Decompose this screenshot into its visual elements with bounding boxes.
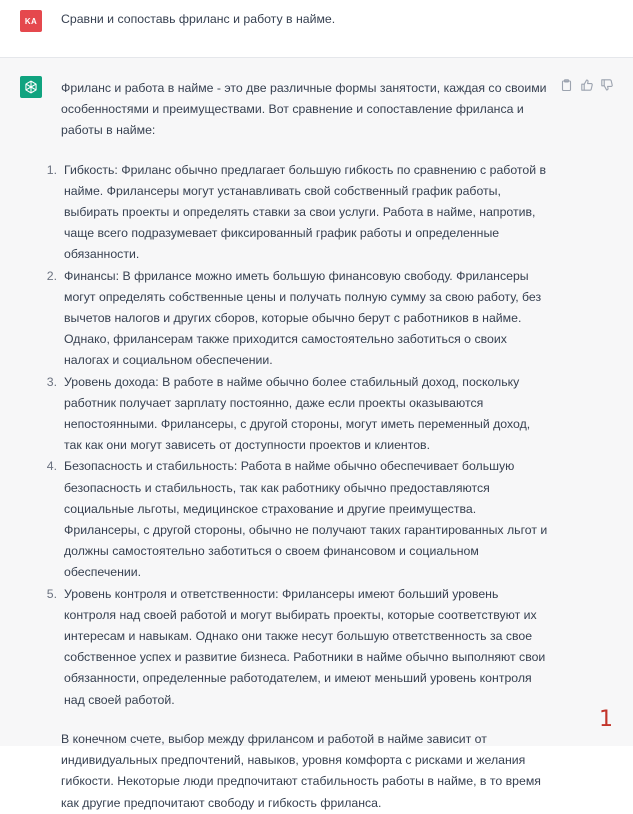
list-item — [46, 456, 551, 583]
list-item-text: Гибкость: Фриланс обычно предлагает большую гибкость по сравнению с работой в найме. Фрилансеры могут устанавливать свой собственный график работы, выбирать проекты и определять ставки за свои услуги. Работа в найме, напротив, чаще всего подразумевает фиксированный график работы и определенные обязанности. — [64, 162, 547, 262]
page-number: 1 — [599, 707, 613, 732]
list-item — [46, 584, 551, 711]
user-message-text: Сравни и сопоставь фриланс и работу в найме. — [61, 12, 336, 26]
conclusion-paragraph: В конечном счете, выбор между фрилансом и работой в найме зависит от индивидуальных предпочтений, навыков, уровня комфорта с рисками и желания гибкости. Некоторые люди предпочитают стабильность работы в найме, в то время как другие предпочитают свободу и гибкость фриланса. — [61, 731, 541, 810]
list-item — [46, 372, 551, 457]
chatgpt-logo-icon — [20, 76, 42, 98]
assistant-message-row — [0, 58, 633, 810]
message-actions — [560, 78, 613, 91]
list-item — [46, 160, 551, 266]
list-item — [46, 266, 551, 372]
list-item-text: Уровень контроля и ответственности: Фрилансеры имеют больший уровень контроля над своей работой и могут выбирать проекты, которые соответствуют их интересам и навыкам. Однако они также несут большую ответственность за свое собственное успех и развитие бизнеса. Работники в найме обычно выполняют свои обязанности, определенные работодателем, и имеют меньший уровень контроля над своей работой. — [64, 586, 546, 707]
comparison-list — [46, 160, 551, 711]
clipboard-icon[interactable] — [560, 78, 573, 91]
user-avatar: KA — [20, 10, 42, 32]
list-item-text: Безопасность и стабильность: Работа в найме обычно обеспечивает большую безопасность и стабильность, так как работнику обычно предоставляются социальные льготы, медицинское страхование и другие преимущества. Фрилансеры, с другой стороны, обычно не получают таких гарантированных льгот и должны самостоятельно заботиться о своем финансовом и социальном обеспечении. — [64, 459, 548, 580]
user-message-row — [0, 0, 633, 58]
intro-paragraph: Фриланс и работа в найме - это две различные формы занятости, каждая со своими особенностями и преимуществами. Вот сравнение и сопоставление фриланса и работы в найме: — [61, 81, 547, 138]
list-item-number: 1. — [46, 162, 57, 177]
list-item-number: 3. — [46, 374, 57, 389]
list-item-number: 2. — [46, 268, 57, 283]
thumbs-up-icon[interactable] — [580, 78, 593, 91]
list-item-text: Уровень дохода: В работе в найме обычно более стабильный доход, поскольку работник получает зарплату постоянно, даже если проекты оказываются непостоянными. Фрилансеры, с другой стороны, могут иметь переменный доход, так как они могут зависеть от доступности проектов и клиентов. — [64, 374, 531, 453]
thumbs-down-icon[interactable] — [600, 78, 613, 91]
assistant-message-content — [46, 78, 551, 814]
list-item-number: 4. — [46, 459, 57, 474]
list-item-number: 5. — [46, 586, 57, 601]
list-item-text: Финансы: В фрилансе можно иметь большую финансовую свободу. Фрилансеры могут определять собственные цены и получать полную сумму за свою работу, без вычетов налогов и других сборов, которые обычно берут с работников в найме. Однако, фрилансерам также приходится самостоятельно заботиться о своих налогах и социальном обеспечении. — [64, 268, 542, 368]
